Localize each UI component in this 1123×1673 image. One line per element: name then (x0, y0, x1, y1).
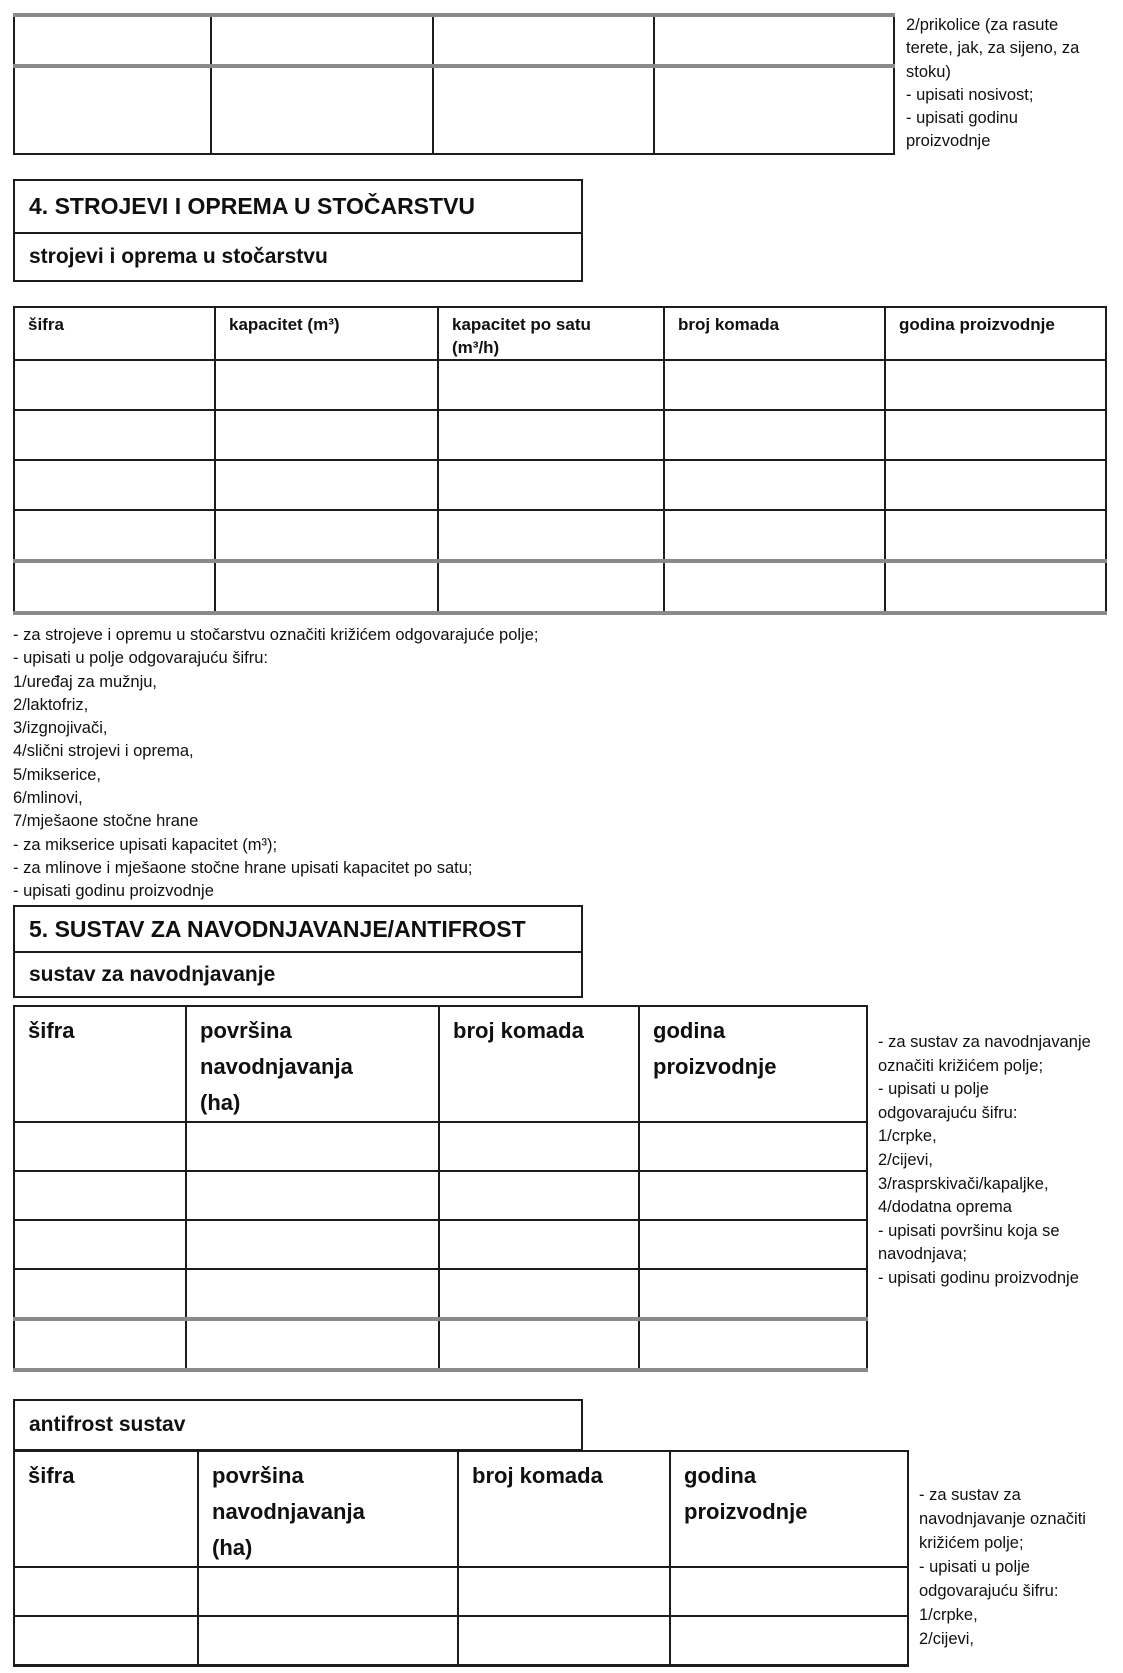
section5-heading: 5. SUSTAV ZA NAVODNJAVANJE/ANTIFROST (29, 915, 526, 942)
empty-cell (439, 1319, 639, 1370)
note-line: - upisati u polje odgovarajuću šifru: (13, 649, 268, 668)
note-line: 4/slični strojevi i oprema, (13, 742, 194, 761)
empty-cell (670, 1616, 908, 1666)
note-line: 2/prikolice (za rasute (906, 16, 1059, 34)
empty-cell (14, 15, 211, 66)
empty-cell (14, 410, 215, 460)
header-cell-broj-komada: broj komada (664, 307, 885, 360)
note-line: - upisati godinu proizvodnje (878, 1268, 1079, 1287)
empty-cell (438, 460, 664, 510)
empty-cell (186, 1122, 439, 1171)
antifrost-table (13, 1450, 909, 1667)
empty-cell (458, 1616, 670, 1666)
note-line: - za strojeve i opremu u stočarstvu označiti križićem odgovarajuće polje; (13, 626, 539, 644)
empty-cell (639, 1171, 867, 1220)
note-line: - za mlinove i mješaone stočne hrane upisati kapacitet po satu; (13, 858, 473, 877)
empty-cell (438, 510, 664, 561)
note-line: - upisati u polje (878, 1080, 989, 1099)
empty-cell (433, 66, 654, 154)
note-line: 2/cijevi, (878, 1150, 934, 1169)
empty-cell (664, 410, 885, 460)
note-line: 3/izgnojivači, (13, 719, 108, 738)
empty-cell (198, 1567, 458, 1616)
empty-cell (639, 1220, 867, 1269)
note-line: odgovarajuću šifru: (878, 1103, 1018, 1122)
empty-cell (654, 15, 894, 66)
note-line: križićem polje; (919, 1534, 1024, 1552)
empty-cell (14, 1171, 186, 1220)
header-cell-sifra: šifra (14, 307, 215, 360)
empty-cell (885, 460, 1106, 510)
header-cell-povrsina-navodnjavanja: površina navodnjavanja (ha) (198, 1451, 458, 1567)
empty-cell (215, 510, 438, 561)
empty-cell (14, 66, 211, 154)
empty-cell (211, 66, 433, 154)
note-line: - za mikserice upisati kapacitet (m³); (13, 835, 278, 854)
note-line: - za sustav za navodnjavanje (878, 1033, 1091, 1051)
continued-table (13, 13, 895, 155)
empty-cell (186, 1171, 439, 1220)
empty-cell (654, 66, 894, 154)
empty-cell (186, 1319, 439, 1370)
empty-cell (14, 360, 215, 410)
empty-cell (885, 360, 1106, 410)
section5-heading-box (13, 905, 583, 998)
note-line: terete, jak, za sijeno, za (906, 39, 1080, 58)
empty-cell (885, 410, 1106, 460)
section4-heading: 4. STROJEVI I OPREMA U STOČARSTVU (29, 193, 476, 219)
note-line: 1/uređaj za mužnju, (13, 672, 157, 691)
empty-cell (639, 1269, 867, 1319)
note-line: 1/crpke, (878, 1127, 937, 1146)
empty-cell (14, 1616, 198, 1666)
section4-subheading: strojevi i oprema u stočarstvu (15, 232, 581, 280)
note-line: 1/crpke, (919, 1606, 978, 1624)
section4-notes (13, 624, 538, 904)
header-cell-sifra: šifra (14, 1451, 198, 1567)
empty-cell (198, 1616, 458, 1666)
note-line: označiti križićem polje; (878, 1056, 1044, 1075)
header-cell-kapacitet-po-satu: kapacitet po satu (m³/h) (438, 307, 664, 360)
empty-cell (215, 561, 438, 613)
empty-cell (14, 1122, 186, 1171)
empty-cell (458, 1567, 670, 1616)
note-line: - za sustav za (919, 1486, 1021, 1504)
note-line: - upisati u polje (919, 1558, 1030, 1576)
empty-cell (14, 460, 215, 510)
header-cell-godina-proizvodnje: godina proizvodnje (639, 1006, 867, 1122)
header-cell-sifra: šifra (14, 1006, 186, 1122)
empty-cell (14, 510, 215, 561)
note-line: navodnjava; (878, 1245, 967, 1264)
note-line: - upisati godinu proizvodnje (13, 882, 214, 901)
antifrost-subheading: antifrost sustav (29, 1413, 186, 1436)
empty-cell (433, 15, 654, 66)
note-line: 6/mlinovi, (13, 789, 83, 808)
empty-cell (664, 460, 885, 510)
empty-cell (14, 561, 215, 613)
empty-cell (439, 1220, 639, 1269)
empty-cell (215, 410, 438, 460)
header-cell-povrsina-navodnjavanja: površina navodnjavanja (ha) (186, 1006, 439, 1122)
empty-cell (664, 360, 885, 410)
empty-cell (438, 410, 664, 460)
empty-cell (186, 1269, 439, 1319)
note-line: 3/rasprskivači/kapaljke, (878, 1174, 1049, 1193)
empty-cell (664, 561, 885, 613)
empty-cell (215, 360, 438, 410)
empty-cell (211, 15, 433, 66)
header-cell-godina-proizvodnje: godina proizvodnje (670, 1451, 908, 1567)
note-line: stoku) (906, 62, 951, 81)
section4-heading-box (13, 179, 583, 282)
empty-cell (215, 460, 438, 510)
note-line: 7/mješaone stočne hrane (13, 812, 199, 831)
note-line: proizvodnje (906, 132, 991, 151)
note-line: 4/dodatna oprema (878, 1198, 1012, 1217)
trailer-margin-note (906, 14, 1079, 154)
empty-cell (186, 1220, 439, 1269)
empty-cell (885, 561, 1106, 613)
irrigation-subheading: sustav za navodnjavanje (15, 951, 581, 996)
empty-cell (439, 1171, 639, 1220)
empty-cell (670, 1567, 908, 1616)
antifrost-heading-box (13, 1399, 583, 1451)
empty-cell (14, 1319, 186, 1370)
note-line: - upisati površinu koja se (878, 1221, 1060, 1240)
note-line: 5/mikserice, (13, 765, 102, 784)
irrigation-table (13, 1005, 868, 1372)
empty-cell (438, 360, 664, 410)
note-line: - upisati godinu (906, 109, 1018, 128)
empty-cell (438, 561, 664, 613)
note-line: 2/cijevi, (919, 1630, 975, 1648)
note-line: odgovarajuću šifru: (919, 1582, 1059, 1600)
empty-cell (14, 1567, 198, 1616)
empty-cell (639, 1319, 867, 1370)
irrigation-margin-note (878, 1031, 1091, 1291)
header-cell-broj-komada: broj komada (458, 1451, 670, 1567)
empty-cell (14, 1269, 186, 1319)
livestock-equipment-table (13, 306, 1107, 615)
empty-cell (664, 510, 885, 561)
note-line: navodnjavanje označiti (919, 1510, 1086, 1528)
empty-cell (439, 1122, 639, 1171)
empty-cell (14, 1220, 186, 1269)
note-line: 2/laktofriz, (13, 695, 89, 714)
header-cell-godina-proizvodnje: godina proizvodnje (885, 307, 1106, 360)
header-cell-broj-komada: broj komada (439, 1006, 639, 1122)
empty-cell (885, 510, 1106, 561)
empty-cell (639, 1122, 867, 1171)
note-line: - upisati nosivost; (906, 85, 1034, 104)
antifrost-margin-note (919, 1483, 1086, 1651)
header-cell-kapacitet: kapacitet (m³) (215, 307, 438, 360)
empty-cell (439, 1269, 639, 1319)
